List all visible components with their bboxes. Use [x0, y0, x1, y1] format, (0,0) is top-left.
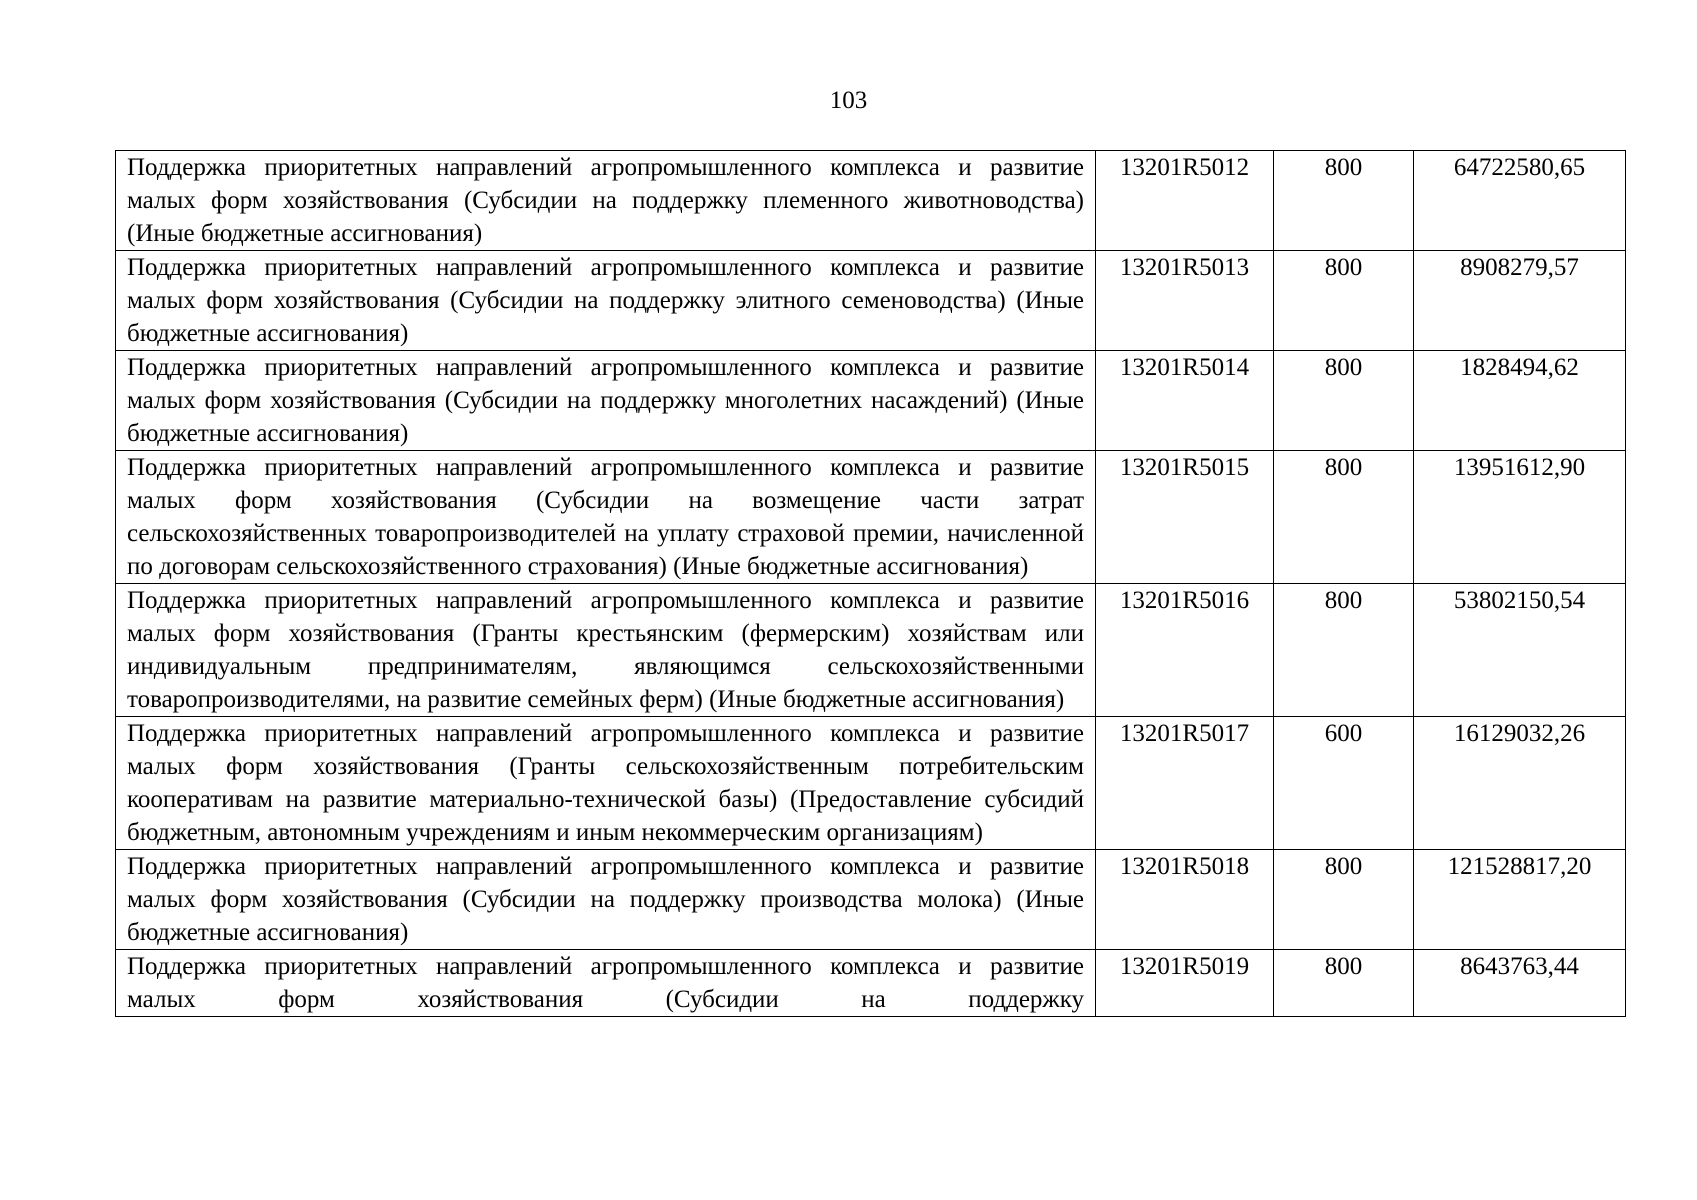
row-amount: 1828494,62: [1414, 351, 1626, 451]
row-expense-type: 800: [1274, 584, 1414, 717]
row-target-code: 13201R5012: [1096, 151, 1274, 251]
page-number: 103: [829, 87, 868, 114]
row-description: Поддержка приоритетных направлений агропромышленного комплекса и развитие малых форм хозяйствования (Субсидии на поддержку многолетних насаждений) (Иные бюджетные ассигнования): [116, 351, 1096, 451]
row-expense-type: 800: [1274, 351, 1414, 451]
row-amount: 8643763,44: [1414, 950, 1626, 1017]
table-row: [116, 451, 1626, 584]
row-target-code: 13201R5016: [1096, 584, 1274, 717]
table-row: [116, 717, 1626, 850]
row-description: Поддержка приоритетных направлений агропромышленного комплекса и развитие малых форм хозяйствования (Субсидии на возмещение части затрат сельскохозяйственных товаропроизводителей на уплату страховой премии, начисленной по договорам сельскохозяйственного страхования) (Иные бюджетные ассигнования): [116, 451, 1096, 584]
row-amount: 13951612,90: [1414, 451, 1626, 584]
table-row: [116, 151, 1626, 251]
row-expense-type: 600: [1274, 717, 1414, 850]
row-expense-type: 800: [1274, 151, 1414, 251]
row-target-code: 13201R5018: [1096, 850, 1274, 950]
table-row: [116, 584, 1626, 717]
table-row: [116, 950, 1626, 1017]
row-description: Поддержка приоритетных направлений агропромышленного комплекса и развитие малых форм хозяйствования (Субсидии на поддержку: [116, 950, 1096, 1017]
row-amount: 16129032,26: [1414, 717, 1626, 850]
row-amount: 53802150,54: [1414, 584, 1626, 717]
row-description: Поддержка приоритетных направлений агропромышленного комплекса и развитие малых форм хозяйствования (Гранты крестьянским (фермерским) хозяйствам или индивидуальным предпринимателям, являющимся сельскохозяйственными товаропроизводителями, на развитие семейных ферм) (Иные бюджетные ассигнования): [116, 584, 1096, 717]
row-target-code: 13201R5014: [1096, 351, 1274, 451]
row-expense-type: 800: [1274, 950, 1414, 1017]
row-description: Поддержка приоритетных направлений агропромышленного комплекса и развитие малых форм хозяйствования (Гранты сельскохозяйственным потребительским кооперативам на развитие материально-технической базы) (Предоставление субсидий бюджетным, автономным учреждениям и иным некоммерческим организациям): [116, 717, 1096, 850]
row-expense-type: 800: [1274, 251, 1414, 351]
row-expense-type: 800: [1274, 451, 1414, 584]
table-row: [116, 351, 1626, 451]
row-description: Поддержка приоритетных направлений агропромышленного комплекса и развитие малых форм хозяйствования (Субсидии на поддержку племенного животноводства) (Иные бюджетные ассигнования): [116, 151, 1096, 251]
row-target-code: 13201R5017: [1096, 717, 1274, 850]
row-description: Поддержка приоритетных направлений агропромышленного комплекса и развитие малых форм хозяйствования (Субсидии на поддержку элитного семеноводства) (Иные бюджетные ассигнования): [116, 251, 1096, 351]
row-target-code: 13201R5019: [1096, 950, 1274, 1017]
table-row: [116, 251, 1626, 351]
row-amount: 8908279,57: [1414, 251, 1626, 351]
budget-table: [115, 150, 1626, 1017]
row-description: Поддержка приоритетных направлений агропромышленного комплекса и развитие малых форм хозяйствования (Субсидии на поддержку производства молока) (Иные бюджетные ассигнования): [116, 850, 1096, 950]
row-target-code: 13201R5015: [1096, 451, 1274, 584]
table-row: [116, 850, 1626, 950]
row-amount: 64722580,65: [1414, 151, 1626, 251]
row-amount: 121528817,20: [1414, 850, 1626, 950]
row-target-code: 13201R5013: [1096, 251, 1274, 351]
row-expense-type: 800: [1274, 850, 1414, 950]
